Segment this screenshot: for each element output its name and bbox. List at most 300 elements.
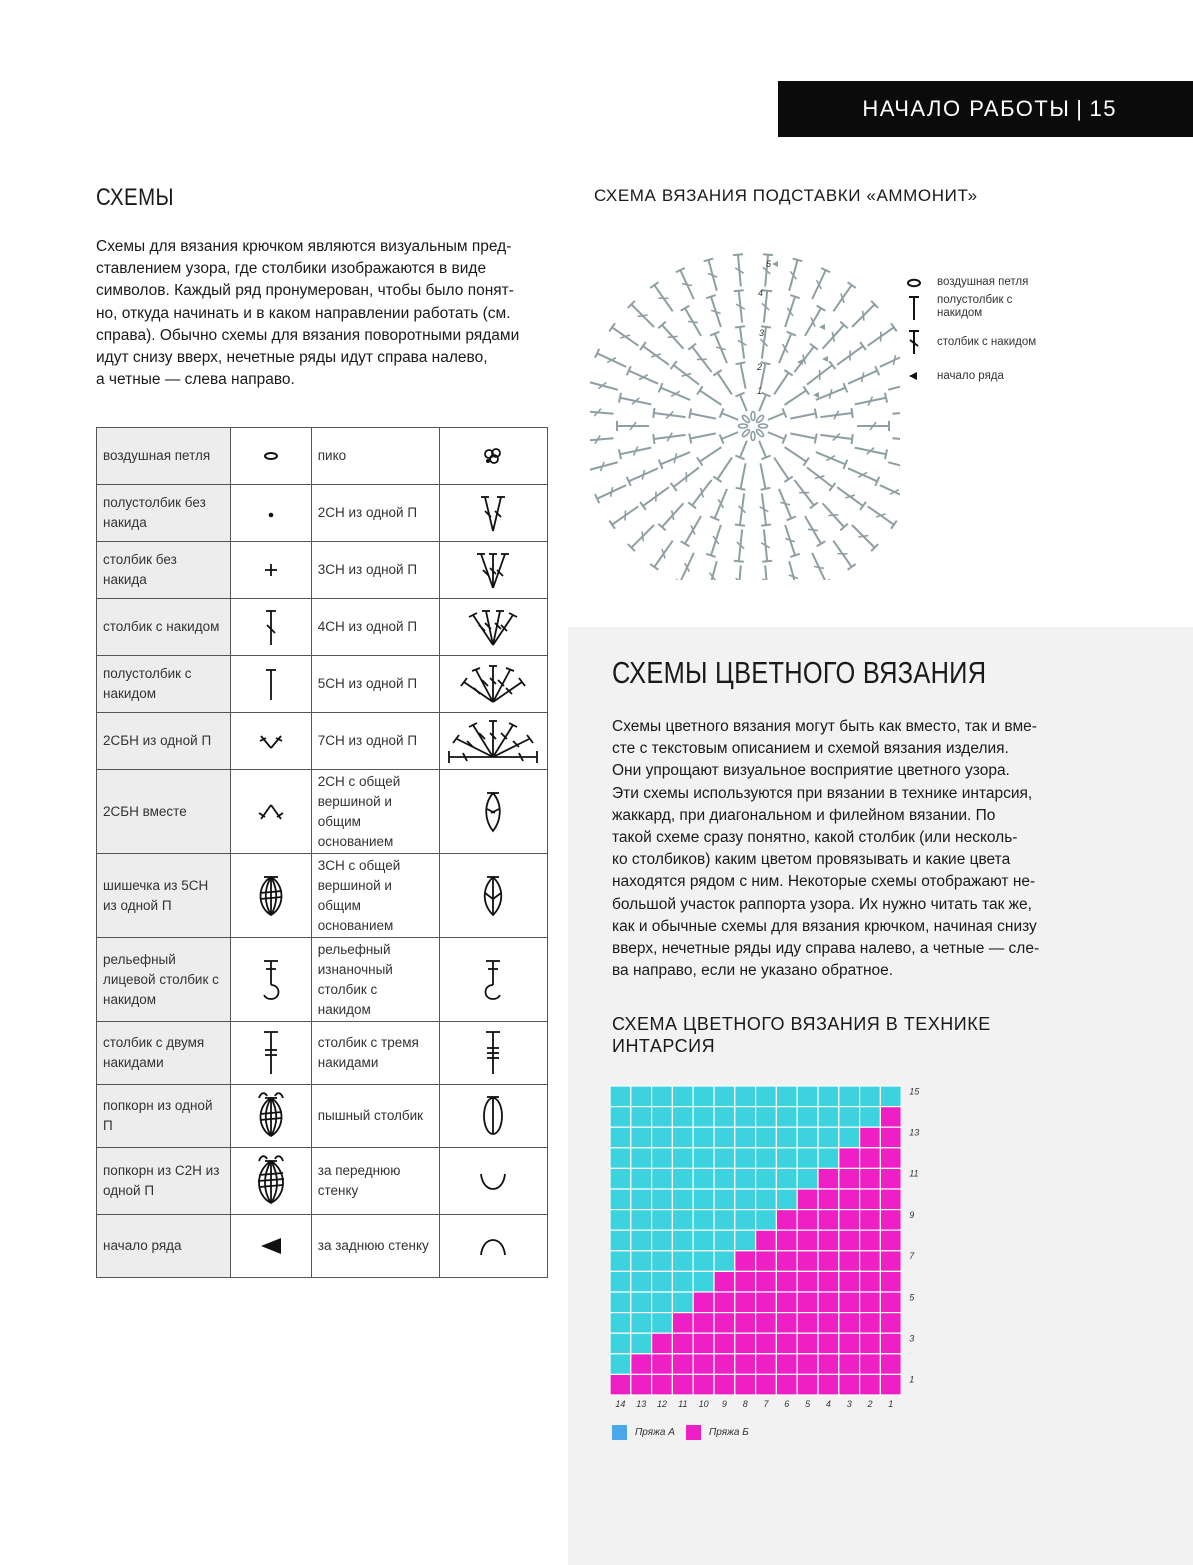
stitch-mark — [735, 493, 746, 525]
column-label: 3 — [846, 1399, 852, 1409]
stitch-mark — [658, 322, 683, 349]
column-label: 5 — [805, 1399, 811, 1409]
stitch-mark — [735, 393, 747, 412]
cell-yarn-a — [714, 1210, 735, 1231]
cell-yarn-a — [818, 1127, 839, 1148]
table-row — [97, 1085, 548, 1148]
cell-yarn-a — [756, 1168, 777, 1189]
legend-item — [905, 328, 1065, 359]
cell-yarn-a — [756, 1210, 777, 1231]
cell-yarn-a — [631, 1148, 652, 1169]
cell-yarn-a — [735, 1086, 756, 1107]
cell-yarn-a — [672, 1107, 693, 1128]
color-schemes-heading: СХЕМЫ ЦВЕТНОГО ВЯЗАНИЯ — [612, 655, 987, 690]
cell-yarn-b — [672, 1374, 693, 1395]
column-label: 2 — [867, 1399, 873, 1409]
text-line: ва направо, если не указано обратное. — [612, 962, 894, 980]
row-start-mark — [819, 324, 825, 330]
text-line: ко столбиков) каким цветом провязывать и какие цвета — [612, 851, 1011, 869]
stitch-mark — [713, 370, 732, 394]
symbol-label: шишечка из 5СН из одной П — [97, 854, 231, 938]
stitch-mark — [735, 326, 746, 358]
cell-yarn-a — [631, 1210, 652, 1231]
stitch-mark — [807, 467, 835, 490]
schemes-intro — [96, 236, 548, 391]
row-start-mark — [813, 392, 819, 398]
cell-yarn-a — [672, 1292, 693, 1313]
stitch-mark — [590, 406, 614, 416]
legend-item — [686, 1425, 749, 1440]
column-labels — [615, 1399, 893, 1409]
section-title: НАЧАЛО РАБОТЫ — [862, 96, 1071, 121]
stitch-mark — [628, 525, 654, 551]
text-line: Схемы цветного вязания могут быть как вместо, так и вме- — [612, 718, 1037, 735]
2sc-together-icon — [231, 770, 312, 854]
stitch-mark — [688, 344, 711, 372]
column-label: 4 — [825, 1399, 831, 1409]
double-crochet-icon — [231, 599, 312, 656]
cell-yarn-b — [756, 1230, 777, 1251]
symbol-label: столбик с двумя накидами — [97, 1022, 231, 1085]
cell-yarn-a — [631, 1271, 652, 1292]
cell-yarn-a — [714, 1107, 735, 1128]
stitch-mark — [848, 468, 879, 486]
cell-yarn-a — [610, 1271, 631, 1292]
cell-yarn-a — [672, 1168, 693, 1189]
cell-yarn-a — [631, 1086, 652, 1107]
cell-yarn-a — [714, 1189, 735, 1210]
stitch-mark — [653, 408, 685, 419]
stitch-mark — [779, 332, 796, 363]
symbol-label: 2СБН вместе — [97, 770, 231, 854]
stitch-mark — [734, 290, 745, 322]
cell-yarn-b — [880, 1189, 901, 1210]
legend-label: столбик с накидом — [937, 336, 1037, 348]
stitch-mark — [768, 432, 787, 444]
cell-yarn-b — [776, 1230, 797, 1251]
cell-yarn-b — [776, 1374, 797, 1395]
cell-yarn-b — [797, 1354, 818, 1375]
cell-yarn-b — [693, 1313, 714, 1334]
symbol-label: 2СН с общей вершиной и общим основанием — [311, 770, 439, 854]
stitch-mark — [823, 503, 848, 530]
cell-yarn-a — [652, 1148, 673, 1169]
popcorn-icon — [231, 1085, 312, 1148]
cell-yarn-b — [797, 1271, 818, 1292]
cell-yarn-b — [756, 1374, 777, 1395]
cell-yarn-a — [714, 1148, 735, 1169]
stitch-mark — [820, 433, 852, 444]
cell-yarn-b — [880, 1127, 901, 1148]
table-row — [97, 1148, 548, 1215]
chain-stitch-icon — [231, 428, 312, 485]
cell-yarn-b — [797, 1189, 818, 1210]
row-start-mark — [822, 356, 828, 362]
color-schemes-text — [612, 716, 1072, 982]
cell-yarn-a — [652, 1107, 673, 1128]
cell-yarn-b — [610, 1374, 631, 1395]
cell-yarn-a — [631, 1127, 652, 1148]
stitch-mark — [880, 485, 900, 503]
double-treble-icon — [439, 1022, 547, 1085]
cell-yarn-a — [631, 1189, 652, 1210]
stitch-mark — [619, 446, 651, 459]
cell-yarn-a — [610, 1127, 631, 1148]
symbol-label: 7СН из одной П — [311, 713, 439, 770]
cell-yarn-b — [860, 1230, 881, 1251]
cell-yarn-a — [652, 1168, 673, 1189]
text-line: сте с текстовым описанием и схемой вязания изделия. — [612, 740, 1009, 758]
half-double-crochet-icon — [905, 294, 925, 325]
back-post-dc-icon — [439, 938, 547, 1022]
row-label: 3 — [909, 1333, 915, 1344]
cell-yarn-b — [735, 1333, 756, 1354]
stitch-mark — [760, 493, 771, 525]
single-crochet-icon — [231, 542, 312, 599]
cell-yarn-a — [797, 1107, 818, 1128]
row-number-label: 1 — [757, 386, 763, 396]
4dc-in-one-icon — [439, 599, 547, 656]
symbol-label: попкорн из одной П — [97, 1085, 231, 1148]
stitch-mark — [812, 268, 830, 299]
stitch-mark — [736, 362, 746, 388]
stitch-mark — [619, 393, 651, 405]
cell-yarn-b — [860, 1127, 881, 1148]
cell-yarn-a — [672, 1086, 693, 1107]
cell-yarn-a — [693, 1251, 714, 1272]
cell-yarn-b — [652, 1354, 673, 1375]
symbol-label: полустолбик с накидом — [97, 656, 231, 713]
stitch-mark — [733, 254, 744, 286]
stitch-mark — [868, 506, 897, 528]
stitch-mark — [609, 323, 638, 345]
column-label: 1 — [888, 1399, 894, 1409]
cell-yarn-b — [735, 1374, 756, 1395]
row-label: 9 — [909, 1209, 915, 1220]
stitch-mark — [762, 290, 772, 322]
cell-yarn-a — [776, 1189, 797, 1210]
cell-yarn-b — [839, 1374, 860, 1395]
cell-yarn-b — [756, 1313, 777, 1334]
symbol-label: начало ряда — [97, 1215, 231, 1278]
cell-yarn-b — [839, 1292, 860, 1313]
stitch-mark — [627, 366, 658, 384]
cell-yarn-b — [839, 1168, 860, 1189]
cell-yarn-a — [860, 1107, 881, 1128]
cell-yarn-a — [693, 1271, 714, 1292]
table-row — [97, 1215, 548, 1278]
cell-yarn-a — [672, 1230, 693, 1251]
cell-yarn-a — [693, 1127, 714, 1148]
cell-yarn-a — [652, 1251, 673, 1272]
stitch-mark — [785, 447, 809, 466]
cell-yarn-b — [714, 1292, 735, 1313]
cell-yarn-b — [860, 1292, 881, 1313]
cell-yarn-b — [672, 1354, 693, 1375]
stitch-mark — [790, 409, 816, 419]
cell-yarn-a — [797, 1148, 818, 1169]
cell-yarn-b — [756, 1271, 777, 1292]
cell-yarn-a — [756, 1107, 777, 1128]
cell-yarn-b — [860, 1313, 881, 1334]
cell-yarn-a — [631, 1230, 652, 1251]
cell-yarn-b — [756, 1292, 777, 1313]
cell-yarn-a — [693, 1086, 714, 1107]
cell-yarn-b — [693, 1333, 714, 1354]
intro-line: ставлением узора, где столбики изображаются в виде — [96, 260, 487, 278]
stitch-mark — [852, 525, 878, 551]
cell-yarn-a — [693, 1210, 714, 1231]
cell-yarn-a — [756, 1148, 777, 1169]
cell-yarn-b — [818, 1168, 839, 1189]
stitch-mark — [704, 561, 717, 580]
cell-yarn-b — [860, 1168, 881, 1189]
cell-yarn-b — [672, 1333, 693, 1354]
table-row — [97, 1022, 548, 1085]
symbol-label: пышный столбик — [311, 1085, 439, 1148]
symbol-label: столбик без накида — [97, 542, 231, 599]
cell-yarn-b — [860, 1251, 881, 1272]
stitch-mark — [816, 452, 847, 469]
table-row — [97, 938, 548, 1022]
cell-yarn-b — [818, 1210, 839, 1231]
cell-yarn-b — [860, 1148, 881, 1169]
symbol-label: столбик с накидом — [97, 599, 231, 656]
yarn-b-swatch — [686, 1425, 701, 1440]
cell-yarn-b — [714, 1354, 735, 1375]
legend-item — [905, 370, 1065, 385]
stitch-mark — [595, 349, 626, 367]
cell-yarn-a — [797, 1168, 818, 1189]
symbol-label: за заднюю стенку — [311, 1215, 439, 1278]
stitch-mark — [720, 408, 739, 420]
chain-mark — [739, 424, 748, 428]
stitch-mark — [704, 259, 718, 291]
cell-yarn-a — [776, 1168, 797, 1189]
stitch-mark — [794, 344, 817, 372]
intro-line: но, откуда начинать и в каком направлении работать (см. — [96, 304, 511, 322]
stitch-mark — [807, 361, 835, 384]
treble-icon — [231, 1022, 312, 1085]
cell-yarn-a — [818, 1148, 839, 1169]
cell-yarn-a — [776, 1107, 797, 1128]
cell-yarn-a — [610, 1148, 631, 1169]
3dc-in-one-icon — [439, 542, 547, 599]
stitch-mark — [736, 463, 746, 489]
cell-yarn-b — [818, 1189, 839, 1210]
cell-yarn-a — [839, 1086, 860, 1107]
cell-yarn-b — [631, 1354, 652, 1375]
stitch-mark — [816, 383, 847, 400]
chain-mark — [751, 412, 755, 421]
cell-yarn-a — [735, 1210, 756, 1231]
row-start-icon — [231, 1215, 312, 1278]
symbol-label: за переднюю стенку — [311, 1148, 439, 1215]
cell-yarn-a — [797, 1086, 818, 1107]
stitch-mark — [653, 433, 685, 444]
stitch-mark — [812, 553, 830, 580]
column-label: 12 — [656, 1399, 668, 1409]
2sc-in-one-icon — [231, 713, 312, 770]
stitch-mark — [590, 462, 618, 476]
stitch-mark — [735, 441, 747, 460]
cell-yarn-b — [839, 1148, 860, 1169]
stitch-mark — [833, 541, 855, 570]
row-number-label: 3 — [759, 328, 765, 338]
stitch-mark — [852, 301, 878, 327]
cell-yarn-a — [880, 1086, 901, 1107]
cell-yarn-a — [610, 1189, 631, 1210]
legend-label-text: полустолбик с накидом — [937, 294, 1013, 319]
symbol-label: попкорн из С2Н из одной П — [97, 1148, 231, 1215]
stitch-mark — [720, 432, 739, 444]
stitch-mark — [640, 487, 669, 510]
row-number-label: 4 — [758, 288, 764, 298]
stitch-mark — [762, 565, 773, 580]
stitch-mark — [688, 480, 711, 508]
cell-yarn-a — [714, 1230, 735, 1251]
row-label: 11 — [909, 1168, 919, 1179]
cell-yarn-b — [839, 1271, 860, 1292]
front-post-dc-icon — [231, 938, 312, 1022]
stitch-mark — [710, 332, 727, 363]
cell-yarn-a — [652, 1210, 673, 1231]
cell-yarn-b — [860, 1354, 881, 1375]
cell-yarn-b — [776, 1333, 797, 1354]
symbol-label: полустолбик без накида — [97, 485, 231, 542]
stitch-mark — [789, 561, 803, 580]
stitch-mark — [689, 433, 715, 443]
chain-mark — [741, 414, 750, 423]
stitch-mark — [671, 467, 699, 490]
stitch-mark — [640, 342, 669, 365]
cell-yarn-b — [860, 1374, 881, 1395]
page-header — [778, 81, 1193, 137]
page-number: 15 — [1089, 96, 1117, 121]
cell-yarn-b — [756, 1354, 777, 1375]
stitch-mark — [689, 409, 715, 419]
cell-yarn-b — [880, 1292, 901, 1313]
cell-yarn-b — [797, 1210, 818, 1231]
cell-yarn-b — [839, 1313, 860, 1334]
cell-yarn-b — [735, 1271, 756, 1292]
cell-yarn-a — [610, 1292, 631, 1313]
chain-mark — [755, 428, 764, 437]
yarn-a-swatch — [612, 1425, 627, 1440]
stitch-mark — [590, 435, 614, 446]
stitch-mark — [595, 485, 626, 503]
cell-yarn-a — [610, 1086, 631, 1107]
stitch-mark — [697, 386, 721, 405]
cell-yarn-a — [735, 1230, 756, 1251]
chain-mark — [751, 432, 755, 441]
stitch-mark — [609, 506, 638, 528]
cell-yarn-b — [797, 1333, 818, 1354]
cell-yarn-b — [818, 1292, 839, 1313]
cell-yarn-a — [672, 1210, 693, 1231]
cell-yarn-b — [818, 1374, 839, 1395]
cell-yarn-b — [880, 1333, 901, 1354]
table-row — [97, 485, 548, 542]
chain-mark — [755, 414, 764, 423]
intarsia-cells — [610, 1086, 901, 1395]
stitch-mark — [734, 529, 744, 561]
cell-yarn-b — [797, 1374, 818, 1395]
stitch-mark — [650, 282, 672, 311]
cell-yarn-a — [776, 1127, 797, 1148]
intro-line: идут снизу вверх, нечетные ряды идут справа налево, — [96, 349, 488, 367]
row-number-label: 2 — [757, 362, 763, 372]
stitch-mark — [779, 489, 796, 520]
2dc-in-one-icon — [439, 485, 547, 542]
cell-yarn-a — [631, 1333, 652, 1354]
intro-line: Схемы для вязания крючком являются визуальным пред- — [96, 238, 512, 255]
cell-yarn-b — [693, 1354, 714, 1375]
cell-yarn-a — [693, 1230, 714, 1251]
legend-label: начало ряда — [937, 370, 1004, 382]
symbol-label: 4СН из одной П — [311, 599, 439, 656]
cell-yarn-b — [735, 1313, 756, 1334]
symbol-label: 2СБН из одной П — [97, 713, 231, 770]
stitch-mark — [676, 553, 694, 580]
stitch-mark — [790, 433, 816, 443]
cell-yarn-b — [672, 1313, 693, 1334]
cell-yarn-b — [652, 1333, 673, 1354]
stitch-mark — [759, 441, 771, 460]
row-number-label: 5 — [766, 259, 772, 269]
cell-yarn-b — [839, 1354, 860, 1375]
half-double-crochet-icon — [231, 656, 312, 713]
table-row — [97, 599, 548, 656]
schemes-heading: СХЕМЫ — [96, 184, 174, 211]
stitch-mark — [868, 323, 897, 345]
stitch-mark — [833, 282, 855, 311]
front-loop-icon — [439, 1148, 547, 1215]
cell-yarn-b — [714, 1313, 735, 1334]
stitch-mark — [880, 349, 900, 367]
chain-mark — [759, 424, 768, 428]
legend-item — [905, 276, 1065, 293]
symbol-label: рельефный лицевой столбик с накидом — [97, 938, 231, 1022]
cell-yarn-b — [818, 1251, 839, 1272]
cell-yarn-b — [735, 1354, 756, 1375]
stitch-mark — [855, 448, 887, 460]
cell-yarn-a — [693, 1148, 714, 1169]
cell-yarn-b — [880, 1107, 901, 1128]
cell-yarn-a — [735, 1107, 756, 1128]
table-row — [97, 770, 548, 854]
stitch-mark — [837, 342, 866, 365]
table-row — [97, 713, 548, 770]
stitch-mark — [785, 295, 800, 327]
column-label: 6 — [784, 1399, 790, 1409]
row-label: 1 — [909, 1374, 915, 1385]
stitch-mark — [789, 259, 802, 291]
cell-yarn-a — [652, 1086, 673, 1107]
bobble-icon — [231, 854, 312, 938]
cell-yarn-a — [610, 1230, 631, 1251]
cell-yarn-b — [880, 1168, 901, 1189]
cell-yarn-a — [652, 1292, 673, 1313]
symbol-label: 3СН с общей вершиной и общим основанием — [311, 854, 439, 938]
intro-line: символов. Каждый ряд пронумерован, чтобы было понят- — [96, 282, 514, 300]
cell-yarn-a — [610, 1168, 631, 1189]
3dc-cluster-icon — [439, 854, 547, 938]
header-separator: | — [1076, 96, 1084, 121]
legend-item — [905, 294, 1065, 325]
table-row — [97, 542, 548, 599]
row-label: 13 — [909, 1127, 920, 1138]
